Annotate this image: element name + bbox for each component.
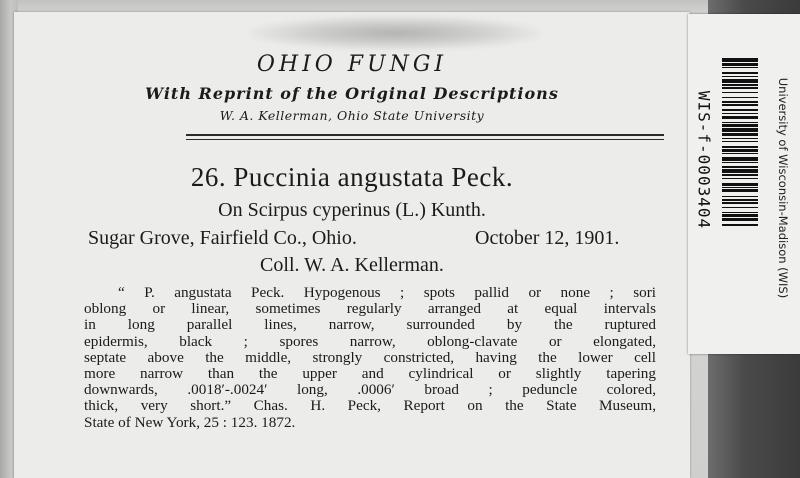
barcode-bar — [722, 128, 758, 132]
barcode-bar — [722, 79, 758, 83]
barcode-bar — [722, 113, 758, 114]
barcode-bar — [722, 67, 758, 68]
barcode-bar — [722, 212, 758, 213]
barcode-bar — [722, 218, 758, 221]
barcode-bar — [722, 104, 758, 105]
barcode-bar — [722, 84, 758, 85]
barcode-bar — [722, 202, 758, 205]
collection-date: October 12, 1901. — [475, 227, 620, 249]
barcode-bar — [722, 178, 758, 179]
barcode-bar — [722, 97, 758, 98]
barcode-bar — [722, 109, 758, 110]
barcode-bar — [722, 76, 758, 77]
barcode-bar — [722, 72, 758, 75]
barcode-bar — [722, 146, 758, 149]
species-name: 26. Puccinia angustata Peck. — [190, 162, 514, 192]
barcode-bar — [722, 141, 758, 142]
description-line: thick, very short.” Chas. H. Peck, Report on the State Museum, — [84, 397, 656, 415]
description-line: septate above the middle, strongly constricted, having the lower cell — [84, 348, 656, 366]
label-stain — [250, 16, 540, 50]
barcode-bar — [722, 122, 758, 123]
barcode-bar — [722, 166, 758, 169]
barcode-bar — [722, 63, 758, 66]
divider-rule-bottom — [186, 139, 664, 140]
label-author: W. A. Kellerman, Ohio State University — [219, 108, 485, 123]
barcode-bar — [722, 138, 758, 139]
description-line: oblong or linear, sometimes regularly arranged at equal intervals — [84, 300, 656, 318]
barcode-bar — [722, 162, 758, 163]
description-line: “ P. angustata Peck. Hypogenous ; spots pallid or none ; sori — [118, 284, 656, 301]
barcode-bar — [722, 174, 758, 175]
barcode-bar — [722, 207, 758, 208]
description-line: in long parallel lines, narrow, surrounded by the ruptured — [84, 316, 656, 334]
description-line: more narrow than the upper and cylindrical or slightly tapering — [84, 365, 656, 383]
barcode-bar — [722, 157, 758, 161]
barcode-bar — [722, 187, 758, 188]
original-description — [84, 285, 656, 431]
description-line: State of New York, 25 : 123. 1872. — [84, 413, 296, 431]
catalog-number: WIS-f-0003404 — [694, 90, 714, 230]
barcode-bar — [722, 58, 758, 62]
divider-rule-top — [186, 134, 664, 136]
host-plant: On Scirpus cyperinus (L.) Kunth. — [218, 199, 486, 221]
barcode-bar — [722, 153, 758, 154]
barcode-bar — [722, 196, 758, 197]
collector: Coll. W. A. Kellerman. — [260, 254, 444, 276]
barcode-bar — [722, 124, 758, 127]
barcode-bar — [722, 169, 758, 173]
description-line: downwards, .0018′-.0024′ long, .0006′ broad ; peduncle colored, — [84, 381, 656, 399]
barcode-bar — [722, 133, 758, 136]
barcode-bar — [722, 149, 758, 152]
barcode-bar — [722, 183, 758, 186]
barcode-bar — [722, 92, 758, 93]
barcode-bar — [722, 214, 758, 217]
barcode-bar — [722, 189, 758, 192]
barcode-bar — [722, 116, 758, 120]
description-line: epidermis, black ; spores narrow, oblong-clavate or elongated, — [84, 332, 656, 350]
label-subtitle: With Reprint of the Original Descriptions — [145, 84, 559, 103]
label-title: OHIO FUNGI — [256, 52, 448, 77]
barcode-bar — [722, 87, 758, 90]
barcode-bar — [722, 101, 758, 104]
barcode-bar — [722, 199, 758, 200]
institution-name: University of Wisconsin-Madison (WIS) — [776, 77, 790, 299]
collection-locality: Sugar Grove, Fairfield Co., Ohio. — [88, 227, 357, 249]
barcode — [722, 58, 758, 268]
barcode-bar — [722, 224, 758, 225]
